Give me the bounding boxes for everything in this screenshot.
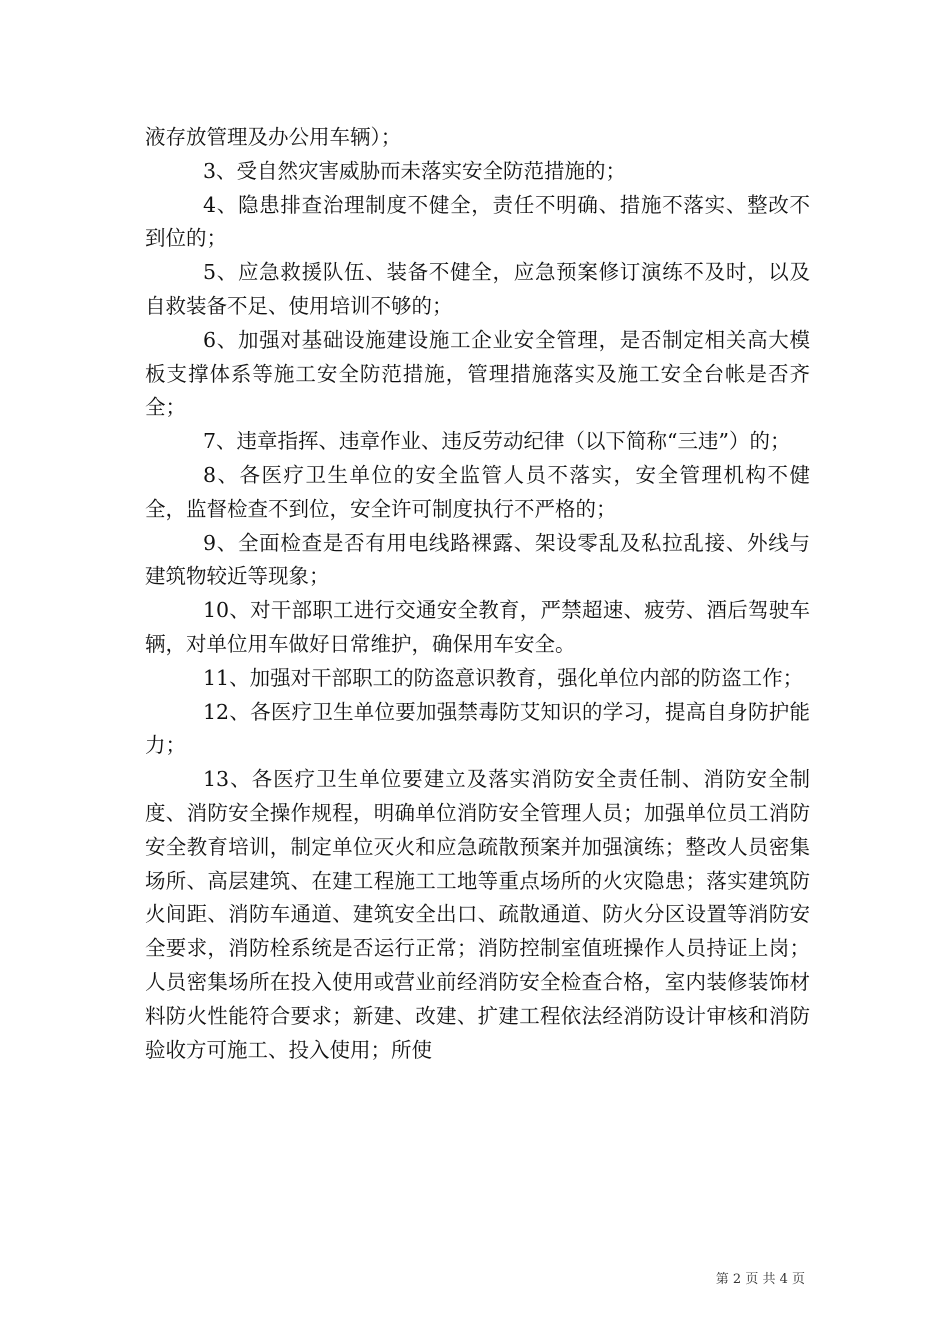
paragraph-item-4: 4、隐患排查治理制度不健全，责任不明确、措施不落实、整改不到位的； <box>145 192 810 251</box>
paragraph-item-10: 10、对干部职工进行交通安全教育，严禁超速、疲劳、酒后驾驶车辆，对单位用车做好日常维护，确保用车安全。 <box>145 598 810 656</box>
paragraph-item-12: 12、各医疗卫生单位要加强禁毒防艾知识的学习，提高自身防护能力； <box>145 699 810 758</box>
paragraph-item-8: 8、各医疗卫生单位的安全监管人员不落实，安全管理机构不健全，监督检查不到位，安全许可制度执行不严格的； <box>145 462 810 521</box>
paragraph-item-13: 13、各医疗卫生单位要建立及落实消防安全责任制、消防安全制度、消防安全操作规程，明确单位消防安全管理人员；加强单位员工消防安全教育培训，制定单位灭火和应急疏散预案并加强演练；整改人员密集场所、高层建筑、在建工程施工工地等重点场所的火灾隐患；落实建筑防火间距、消防车通道、建筑安全出口、疏散通道、防火分区设置等消防安全要求，消防栓系统是否运行正常；消防控制室值班操作人员持证上岗；人员密集场所在投入使用或营业前经消防安全检查合格，室内装修装饰材料防火性能符合要求；新建、改建、扩建工程依法经消防设计审核和消防验收方可施工、投入使用；所使 <box>145 767 810 1062</box>
page-number: 第 2 页 共 4 页 <box>715 1272 805 1287</box>
paragraph-item-6: 6、加强对基础设施建设施工企业安全管理，是否制定相关高大模板支撑体系等施工安全防范措施，管理措施落实及施工安全台帐是否齐全； <box>145 327 810 420</box>
paragraph-item-7: 7、违章指挥、违章作业、违反劳动纪律（以下简称“三违”）的； <box>203 429 791 454</box>
paragraph-item-3: 3、受自然灾害威胁而未落实安全防范措施的； <box>203 158 627 183</box>
paragraph-item-5: 5、应急救援队伍、装备不健全，应急预案修订演练不及时，以及自救装备不足、使用培训不够的； <box>145 260 810 318</box>
document-body <box>145 121 810 1067</box>
paragraph-item-11: 11、加强对干部职工的防盗意识教育，强化单位内部的防盗工作； <box>203 665 804 690</box>
paragraph-item-9: 9、全面检查是否有用电线路裸露、架设零乱及私拉乱接、外线与建筑物较近等现象； <box>145 530 810 589</box>
paragraph-continuation: 液存放管理及办公用车辆）； <box>145 125 402 149</box>
